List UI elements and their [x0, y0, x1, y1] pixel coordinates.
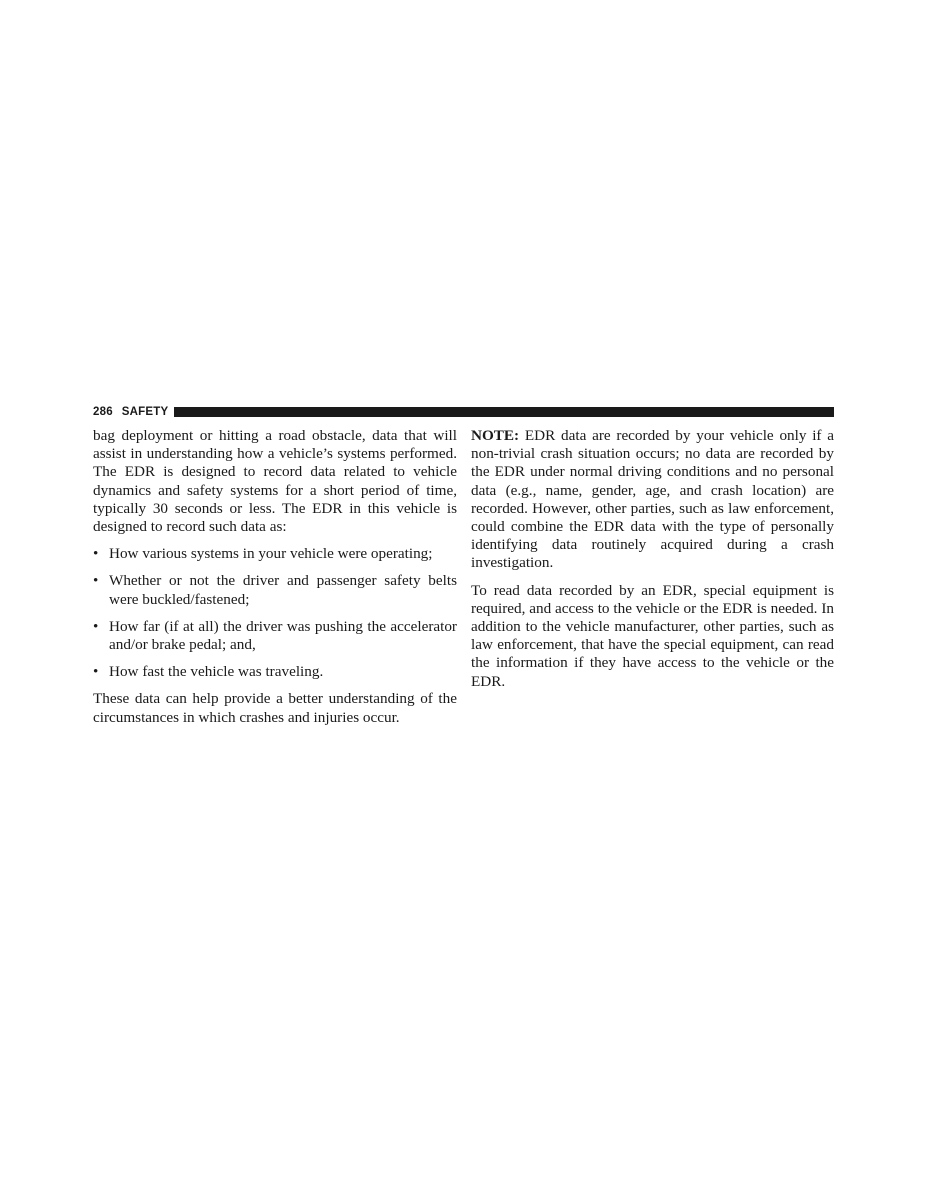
access-paragraph: To read data recorded by an EDR, special equipment is required, and access to the vehicle or the EDR is needed. In addition to the vehicle manufacturer, other parties, such as law enforcement, that have the special equipment, can read the information if they have access to the vehicle or the EDR.	[471, 581, 834, 690]
list-item-text: Whether or not the driver and passenger safety belts were buckled/fastened;	[109, 572, 457, 608]
header-rule	[174, 407, 834, 417]
bullet-icon: •	[93, 572, 99, 590]
right-column	[471, 427, 834, 700]
page-header	[93, 405, 834, 419]
note-text: EDR data are recorded by your vehicle only if a non-trivial crash situation occurs; no data are recorded by the EDR under normal driving conditions and no personal data (e.g., name, gender, age, and crash location) are recorded. However, other parties, such as law enforcement, could combine the EDR data with the type of personally identifying data routinely acquired during a crash investigation.	[471, 427, 834, 572]
bullet-icon: •	[93, 617, 99, 635]
list-item-text: How various systems in your vehicle were operating;	[109, 545, 433, 563]
note-paragraph	[471, 427, 834, 573]
list-item	[93, 545, 457, 563]
intro-paragraph: bag deployment or hitting a road obstacle, data that will assist in understanding how a vehicle’s systems performed. The EDR is designed to record data related to vehicle dynamics and safety systems for a short period of time, typically 30 seconds or less. The EDR in this vehicle is designed to record such data as:	[93, 427, 457, 536]
list-item-text: How far (if at all) the driver was pushing the accelerator and/or brake pedal; and,	[109, 617, 457, 654]
bullet-icon: •	[93, 545, 99, 563]
list-item	[93, 572, 457, 608]
closing-paragraph: These data can help provide a better understanding of the circumstances in which crashes and injuries occur.	[93, 690, 457, 726]
page-number: 286	[93, 406, 113, 418]
note-label: NOTE:	[471, 427, 520, 444]
list-item-text: How fast the vehicle was traveling.	[109, 663, 324, 681]
list-item	[93, 663, 457, 681]
edr-data-list	[93, 545, 457, 681]
left-column	[93, 427, 457, 736]
list-item	[93, 618, 457, 654]
section-title: SAFETY	[121, 406, 169, 418]
bullet-icon: •	[93, 663, 99, 681]
